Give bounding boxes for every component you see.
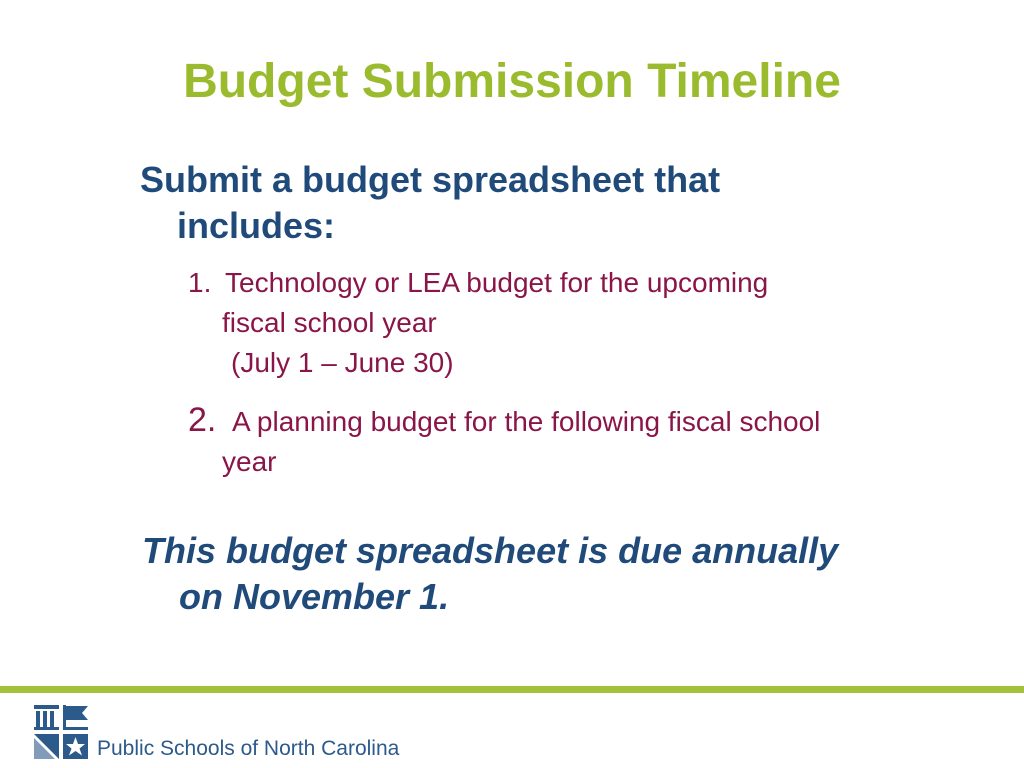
intro-line-2: includes: bbox=[177, 205, 336, 246]
list-item-2-line-2: year bbox=[222, 446, 277, 477]
list-item-1-line-1: Technology or LEA budget for the upcoming bbox=[225, 267, 769, 298]
footer-divider bbox=[0, 686, 1024, 693]
closing-note bbox=[142, 528, 942, 620]
list-item-1-line-2: fiscal school year bbox=[222, 307, 437, 338]
list-item-2 bbox=[188, 400, 968, 482]
intro-text bbox=[140, 157, 900, 249]
closing-line-1: This budget spreadsheet is due annually bbox=[142, 530, 839, 571]
list-number-2: 2. bbox=[188, 401, 217, 439]
list-number-1: 1. bbox=[188, 267, 212, 298]
ncdpi-logo-icon bbox=[32, 703, 90, 761]
intro-line-1: Submit a budget spreadsheet that bbox=[140, 159, 721, 200]
org-name: Public Schools of North Carolina bbox=[97, 737, 400, 760]
slide-title: Budget Submission Timeline bbox=[183, 55, 841, 108]
list-item-1-line-3: (July 1 – June 30) bbox=[231, 347, 454, 378]
closing-line-2: on November 1. bbox=[179, 576, 450, 617]
list-item-2-line-1: A planning budget for the following fiscal school bbox=[232, 406, 821, 437]
list-item-1 bbox=[188, 263, 908, 383]
